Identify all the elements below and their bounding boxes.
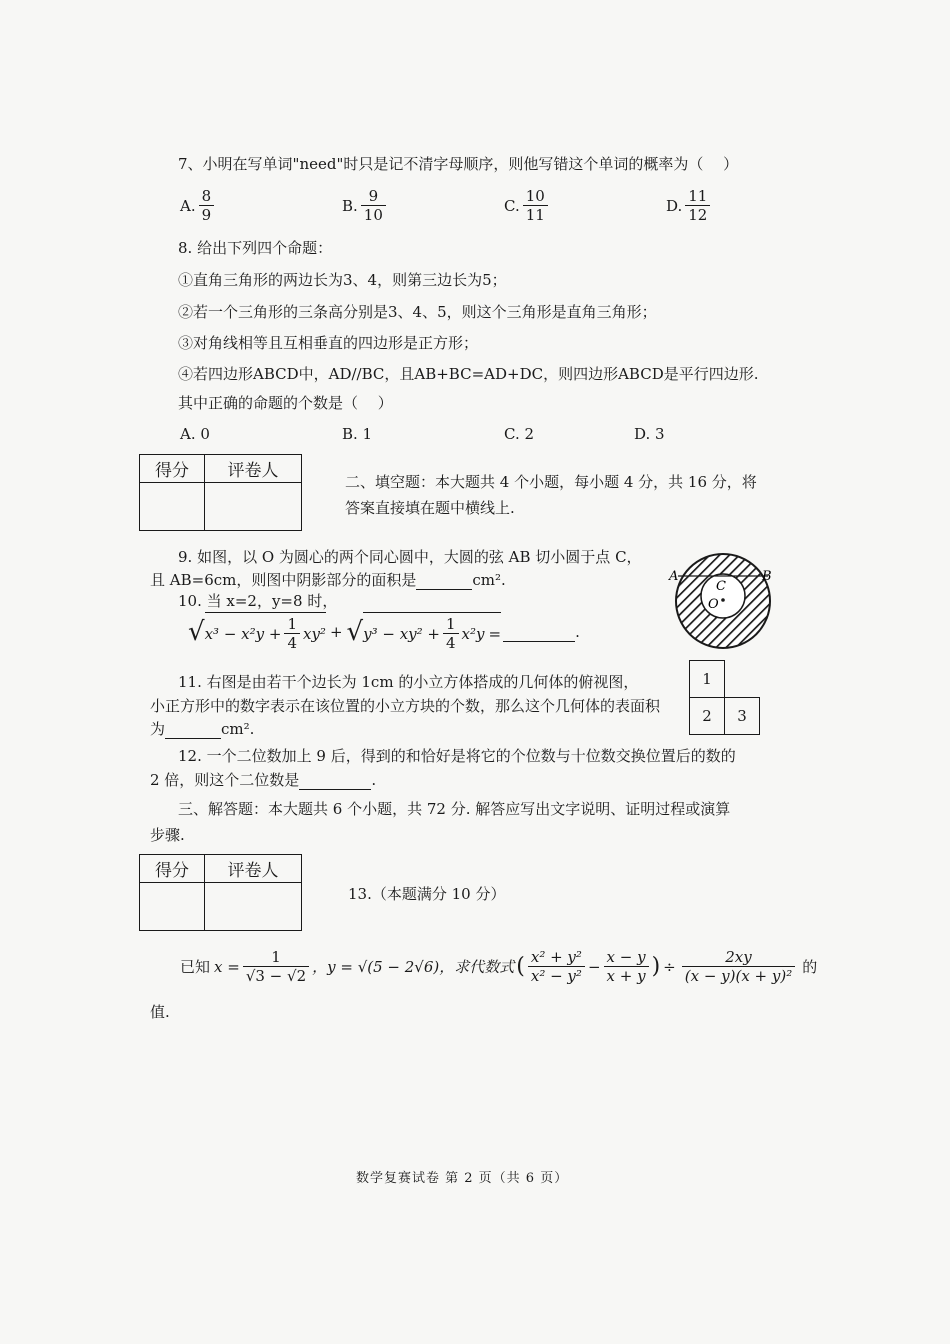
q8-intro: 8. 给出下列四个命题： (178, 239, 333, 257)
q8-item-3: ③对角线相等且互相垂直的四边形是正方形； (178, 334, 479, 352)
q9-line2: 且 AB=6cm，则图中阴影部分的面积是 cm². (150, 571, 506, 589)
label-a: A (669, 569, 679, 584)
q11-line2: 小正方形中的数字表示在该位置的小立方块的个数，那么这个几何体的表面积 (150, 697, 661, 715)
q10-expression: √ x³ − x²y + $\frac{1}{4}$ xy² + √ y³ − xy² + $\frac{1}{4}$ x²y = . (188, 612, 580, 652)
q7-option-c: C. $\frac{10}{11}$ (504, 187, 551, 224)
score-box (139, 854, 302, 931)
grader-cell (205, 483, 302, 531)
cube-cell: 2 (689, 697, 725, 735)
cube-cell: 3 (724, 697, 760, 735)
q11-line1: 11. 右图是由若干个边长为 1cm 的小立方体搭成的几何体的俯视图， (178, 673, 639, 691)
cube-cell: 1 (689, 660, 725, 698)
score-cell (140, 883, 205, 931)
q8-option-b: B. 1 (342, 425, 373, 443)
fraction: $\frac{1}{√3 - √2}$ (243, 948, 309, 985)
sqrt-sign: √ (346, 617, 364, 647)
q8-item-2: ②若一个三角形的三条高分别是3、4、5，则这个三角形是直角三角形； (178, 303, 657, 321)
section3-line2: 步骤. (150, 826, 185, 844)
q8-option-d: D. 3 (634, 425, 665, 443)
answer-blank (165, 738, 221, 739)
sqrt-sign: √ (188, 617, 205, 647)
page-footer: 数学复赛试卷 第 2 页（共 6 页） (356, 1171, 569, 1186)
answer-blank (416, 589, 472, 590)
score-box (139, 454, 302, 531)
q7-option-a: A. $\frac{8}{9}$ (180, 187, 217, 224)
score-header: 得分 (140, 855, 205, 883)
center-point (721, 598, 725, 602)
fraction: $\frac{11}{12}$ (685, 187, 710, 224)
q11-line3: 为 cm². (150, 720, 255, 738)
q12-line1: 12. 一个二位数加上 9 后，得到的和恰好是将它的个位数与十位数交换位置后的数的 (178, 747, 736, 765)
concentric-circles-figure (668, 546, 778, 656)
fraction: $\frac{8}{9}$ (199, 187, 215, 224)
radicand-right: y³ − xy² + $\frac{1}{4}$ x²y = (363, 612, 501, 652)
answer-blank (503, 623, 575, 642)
q8-option-c: C. 2 (504, 425, 535, 443)
q9-line1: 9. 如图，以 O 为圆心的两个同心圆中，大圆的弦 AB 切小圆于点 C， (178, 548, 642, 566)
q8-ask: 其中正确的命题的个数是（ ） (178, 394, 393, 412)
score-header: 得分 (140, 455, 205, 483)
grader-header: 评卷人 (205, 855, 302, 883)
label-b: B (762, 569, 772, 584)
q7-text: 7、小明在写单词"need"时只是记不清字母顺序，则他写错这个单词的概率为（ ） (178, 155, 739, 173)
answer-blank (299, 789, 371, 790)
section2-line1: 二、填空题：本大题共 4 个小题，每小题 4 分，共 16 分，将 (345, 473, 757, 491)
q8-item-1: ①直角三角形的两边长为3、4，则第三边长为5； (178, 271, 507, 289)
fraction: $\frac{10}{11}$ (523, 187, 548, 224)
q7-option-b: B. $\frac{9}{10}$ (342, 187, 389, 224)
q8-item-4: ④若四边形ABCD中，AD//BC，且AB+BC=AD+DC，则四边形ABCD是平行四边形. (178, 365, 759, 383)
q8-option-a: A. 0 (180, 425, 210, 443)
label-o: O (708, 597, 719, 612)
grader-header: 评卷人 (205, 455, 302, 483)
q7-option-d: D. $\frac{11}{12}$ (666, 187, 713, 224)
section2-line2: 答案直接填在题中横线上. (345, 499, 515, 517)
section3-line1: 三、解答题：本大题共 6 个小题，共 72 分. 解答应写出文字说明、证明过程或演算 (178, 800, 731, 818)
label-c: C (716, 579, 726, 594)
fraction: $\frac{9}{10}$ (361, 187, 386, 224)
q13-line2: 值. (150, 1003, 170, 1021)
q13-title: 13.（本题满分 10 分） (348, 885, 506, 903)
grader-cell (205, 883, 302, 931)
fraction: $\frac{\text{x² + y²}}{\text{x² − y²}}$ (528, 948, 585, 985)
fraction: $\frac{x - y}{x + y}$ (604, 948, 649, 985)
score-cell (140, 483, 205, 531)
fraction: $\frac{2xy}{\text{(x − y)(x + y)²}}$ (682, 948, 796, 985)
top-view-grid (689, 660, 763, 740)
q10-line1: 10. 当 x=2，y=8 时， (178, 592, 338, 610)
q13-expression: 已知 x = $\frac{1}{√3 - √2}$ ，y = √(5 − 2√6)，求代数式 ( $\frac{\text{x² + y²}}{\text{x² − y²}}$ − $\frac{x - y}{x + y}$ ) ÷ $\frac{2xy}{\text{(x − y)(x + y)²}}$ 的 (180, 948, 818, 985)
radicand-left: x³ − x²y + $\frac{1}{4}$ xy² (205, 612, 326, 652)
q12-line2: 2 倍，则这个二位数是 . (150, 771, 377, 789)
